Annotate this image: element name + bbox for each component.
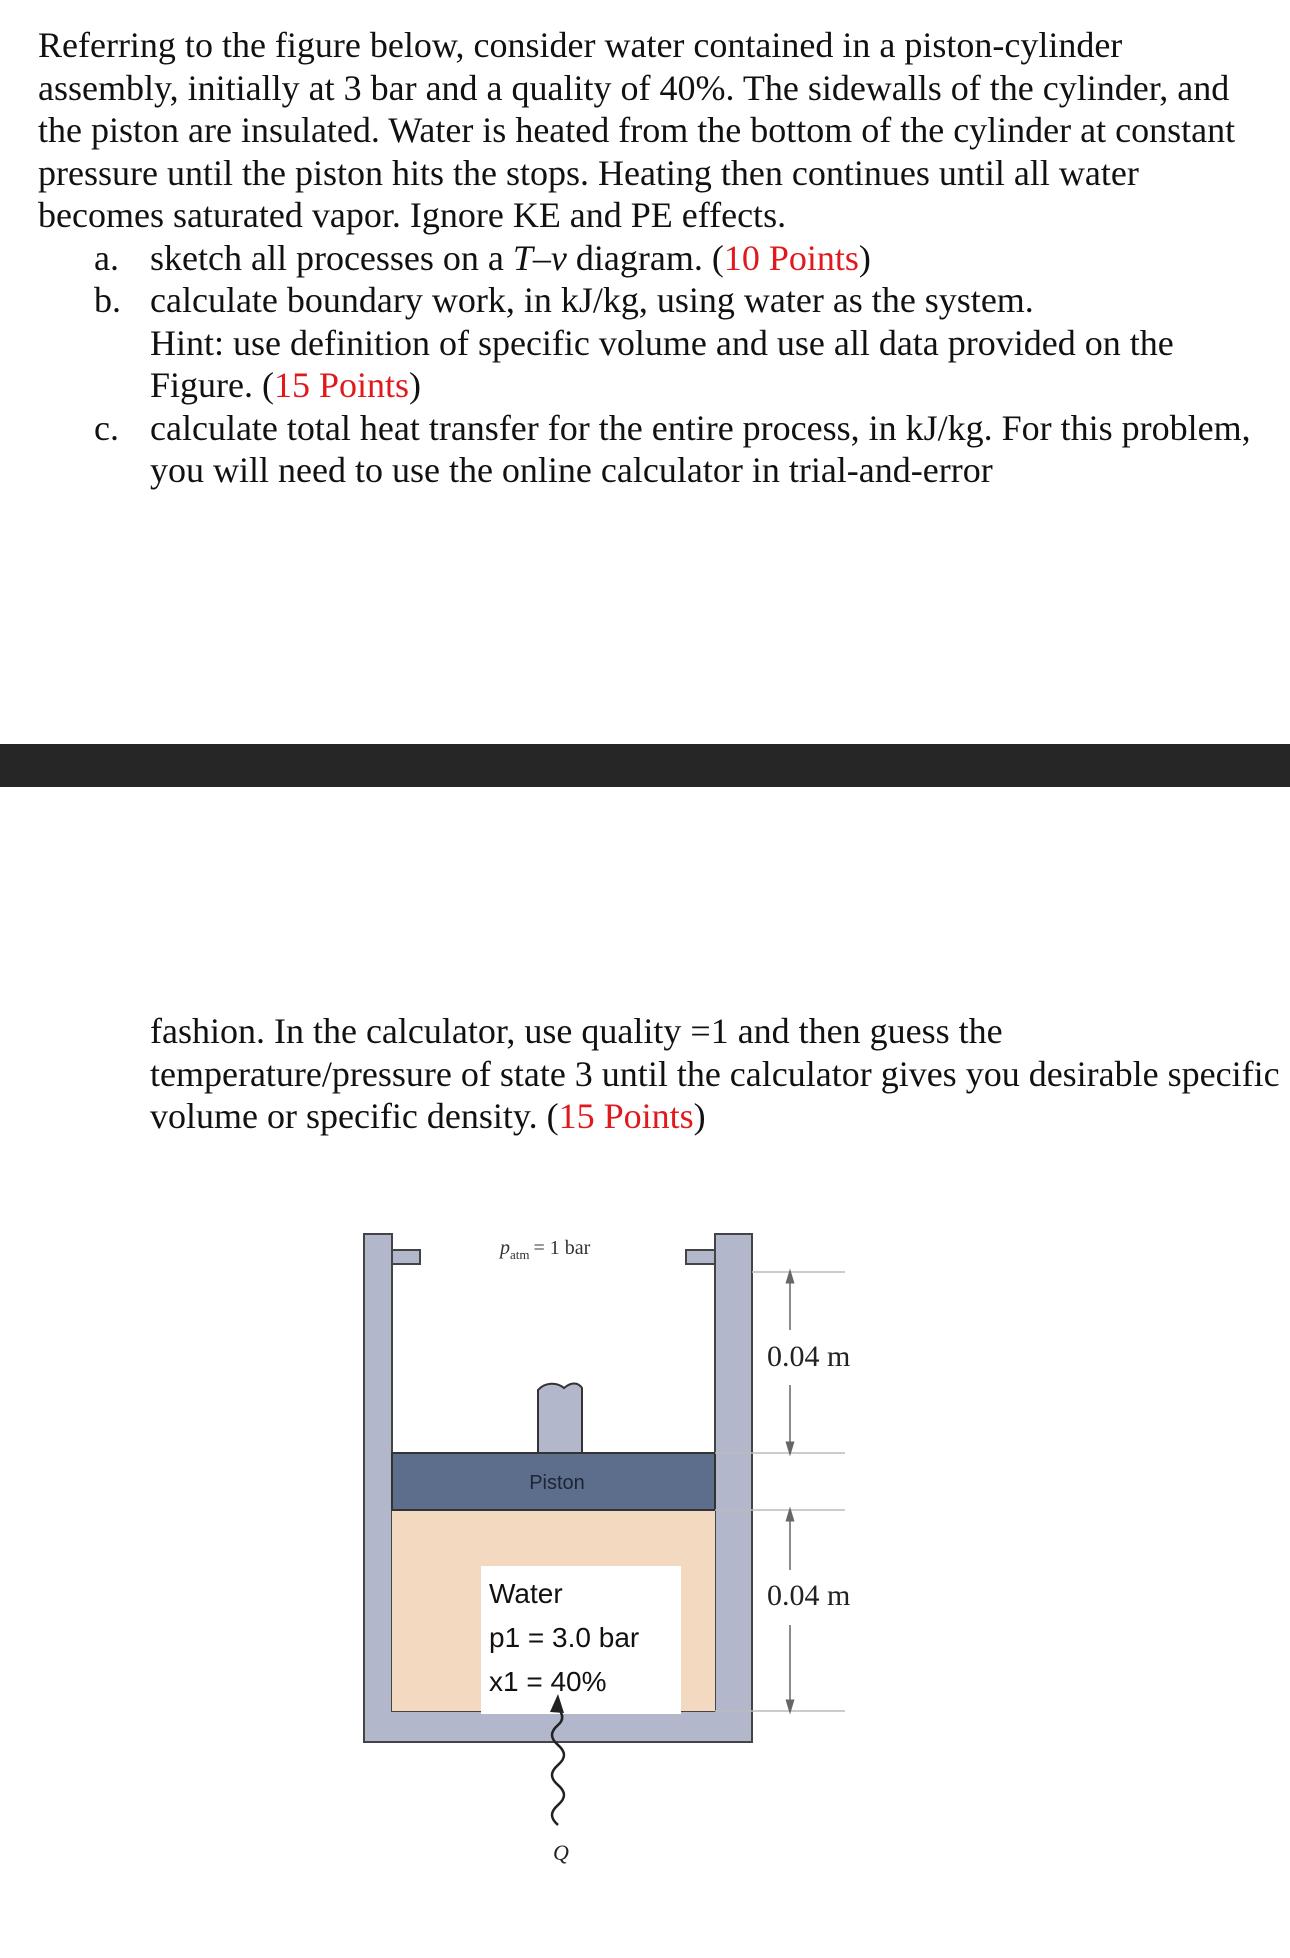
- patm-label: $p_{atm} = 1$ bar: [500, 1237, 591, 1262]
- right-stop: [686, 1250, 715, 1264]
- p1-label: p1 = 3.0 bar: [489, 1622, 640, 1653]
- part-a: [38, 237, 1268, 280]
- part-b-hint: Hint: use definition of specific volume and use all data provided on the Figure. (: [150, 322, 1174, 405]
- problem-intro: Referring to the figure below, consider water contained in a piston-cylinder assembly, initially at 3 bar and a quality of 40%. The sidewalls of the cylinder, and the piston are insulated. Water is heated from the bottom of the cylinder at constant pressure until the piston hits the stops. Heating then continues until all water becomes saturated vapor. Ignore KE and PE effects.: [38, 25, 1236, 235]
- part-c-close: ): [693, 1096, 706, 1136]
- piston-rod: [538, 1384, 582, 1454]
- part-a-text-after: diagram. (: [566, 237, 724, 278]
- left-stop: [392, 1250, 420, 1264]
- part-b-points: 15 Points: [273, 365, 410, 405]
- part-a-close: ): [858, 237, 871, 278]
- x1-label: x1 = 40%: [489, 1666, 607, 1697]
- water-label: Water: [489, 1578, 563, 1609]
- part-c-points: 15 Points: [558, 1096, 694, 1136]
- piston-cylinder-figure: [350, 1220, 870, 1940]
- dim-upper-label: 0.04 m: [767, 1340, 851, 1373]
- heat-label: Q: [553, 1840, 569, 1865]
- part-c-text: calculate total heat transfer for the entire process, in kJ/kg. For this problem, you will need to use the online calculator in trial-and-error: [150, 407, 1251, 490]
- part-a-text-before: sketch all processes on a: [150, 237, 513, 278]
- part-a-text-italic: T–v: [512, 237, 567, 278]
- piston-label: Piston: [529, 1472, 585, 1494]
- page-divider-bar: [0, 744, 1290, 787]
- part-a-points: 10 Points: [723, 237, 859, 278]
- part-c-letter: c.: [94, 407, 119, 448]
- part-b-close: ): [409, 365, 422, 405]
- part-b-letter: b.: [94, 280, 121, 320]
- part-a-letter: a.: [94, 237, 119, 278]
- part-c-continuation-block: [150, 1010, 1280, 1138]
- part-b-line1: calculate boundary work, in kJ/kg, using water as the system.: [150, 280, 1034, 320]
- part-b: [38, 279, 1268, 407]
- part-b-hint-wrap: [150, 322, 1268, 407]
- part-c: [38, 407, 1268, 492]
- dim-lower-label: 0.04 m: [767, 1579, 851, 1612]
- part-c-continuation: fashion. In the calculator, use quality =1 and then guess the temperature/pressure of state 3 until the calculator gives you desirable specific volume or specific density. (: [150, 1011, 1280, 1136]
- problem-statement: [38, 24, 1268, 492]
